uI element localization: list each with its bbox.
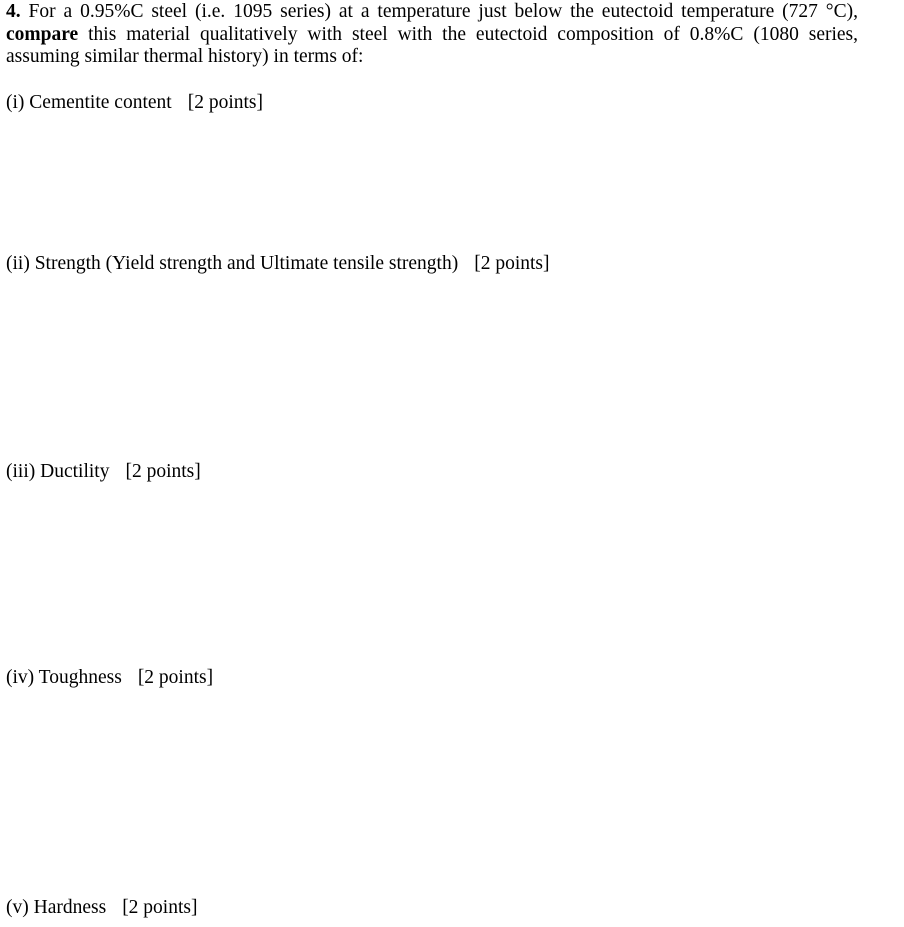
part-cementite-content	[6, 92, 263, 114]
question-intro: For a 0.95%C steel (i.e. 1095 series) at a temperature just below the eutectoid temperature (727 °C),	[20, 1, 858, 22]
part-label: (iii) Ductility	[6, 461, 110, 482]
question-line-3: assuming similar thermal history) in terms of:	[6, 46, 364, 67]
part-label: (i) Cementite content	[6, 92, 172, 113]
part-hardness	[6, 897, 197, 919]
part-ductility	[6, 461, 201, 483]
part-label: (iv) Toughness	[6, 667, 122, 688]
part-points: [2 points]	[122, 897, 198, 918]
part-toughness	[6, 667, 213, 689]
part-label: (ii) Strength (Yield strength and Ultimate tensile strength)	[6, 253, 459, 274]
question-line-2	[6, 24, 858, 47]
part-points: [2 points]	[125, 461, 201, 482]
question-number: 4.	[6, 1, 21, 22]
question-comparison: this material qualitatively with steel with the eutectoid composition of 0.8%C (1080 series,	[78, 23, 858, 45]
part-label: (v) Hardness	[6, 897, 107, 918]
part-points: [2 points]	[474, 253, 550, 274]
question-line-1	[6, 1, 858, 24]
compare-keyword: compare	[6, 23, 79, 45]
part-points: [2 points]	[187, 92, 263, 113]
part-points: [2 points]	[137, 667, 214, 688]
part-strength	[6, 253, 550, 275]
question-text	[6, 1, 858, 69]
